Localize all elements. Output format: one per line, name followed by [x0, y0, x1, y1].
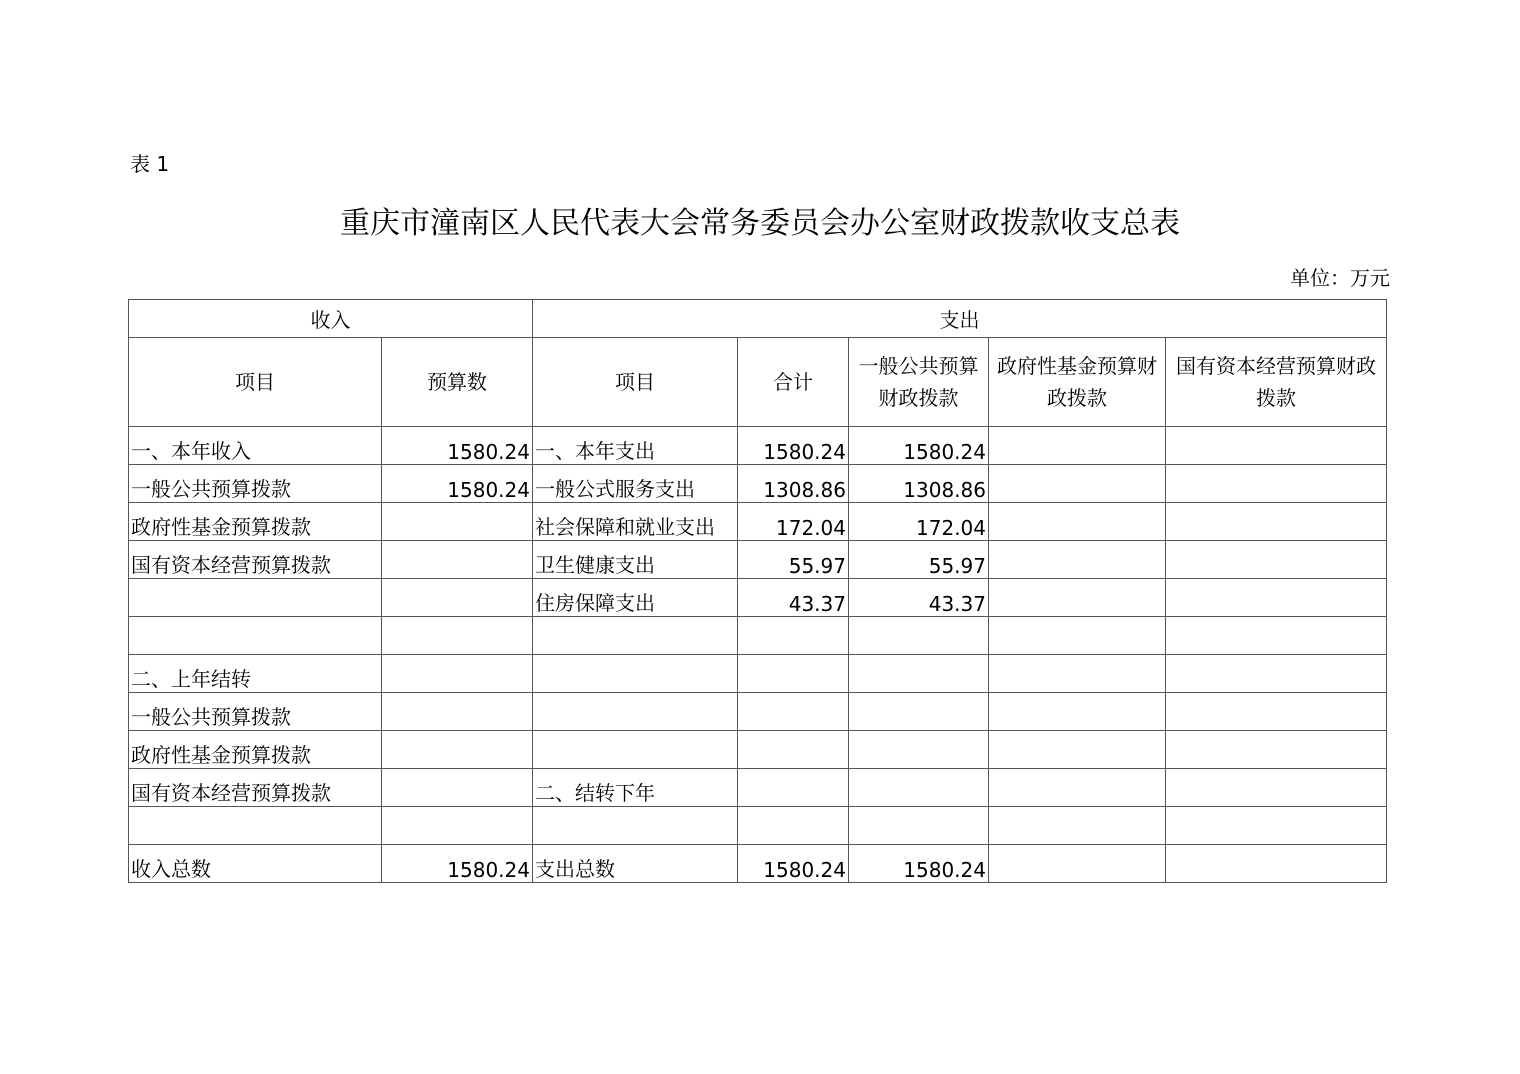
income-item-cell	[129, 579, 382, 617]
expense-item-cell	[533, 731, 738, 769]
income-amount-cell	[382, 693, 533, 731]
gov-fund-cell	[989, 541, 1166, 579]
general-budget-cell: 1580.24	[849, 845, 989, 883]
column-header: 项目	[533, 338, 738, 427]
state-capital-cell	[1166, 541, 1387, 579]
table-row	[129, 465, 1387, 503]
state-capital-cell	[1166, 693, 1387, 731]
table-row	[129, 693, 1387, 731]
state-capital-cell	[1166, 845, 1387, 883]
document-title: 重庆市潼南区人民代表大会常务委员会办公室财政拨款收支总表	[340, 206, 1180, 241]
gov-fund-cell	[989, 617, 1166, 655]
income-item-cell: 政府性基金预算拨款	[129, 503, 382, 541]
expense-total-cell: 43.37	[738, 579, 849, 617]
group-header-row	[129, 300, 1387, 338]
table-row	[129, 845, 1387, 883]
column-header: 一般公共预算财政拨款	[849, 338, 989, 427]
expense-total-cell	[738, 693, 849, 731]
column-header: 合计	[738, 338, 849, 427]
income-amount-cell	[382, 807, 533, 845]
income-amount-cell	[382, 655, 533, 693]
gov-fund-cell	[989, 769, 1166, 807]
expense-item-cell: 二、结转下年	[533, 769, 738, 807]
income-amount-cell: 1580.24	[382, 427, 533, 465]
state-capital-cell	[1166, 465, 1387, 503]
expense-total-cell	[738, 617, 849, 655]
expense-group-header: 支出	[533, 300, 1387, 338]
income-amount-cell	[382, 731, 533, 769]
expense-item-cell: 一、本年支出	[533, 427, 738, 465]
expense-item-cell: 支出总数	[533, 845, 738, 883]
general-budget-cell	[849, 731, 989, 769]
expense-total-cell	[738, 769, 849, 807]
state-capital-cell	[1166, 427, 1387, 465]
gov-fund-cell	[989, 845, 1166, 883]
table-row	[129, 769, 1387, 807]
income-item-cell: 收入总数	[129, 845, 382, 883]
state-capital-cell	[1166, 579, 1387, 617]
income-item-cell	[129, 807, 382, 845]
general-budget-cell: 1308.86	[849, 465, 989, 503]
income-amount-cell: 1580.24	[382, 465, 533, 503]
general-budget-cell	[849, 769, 989, 807]
table-row	[129, 617, 1387, 655]
income-item-cell: 一般公共预算拨款	[129, 693, 382, 731]
unit-label: 单位：万元	[1290, 266, 1390, 290]
expense-item-cell	[533, 617, 738, 655]
income-amount-cell: 1580.24	[382, 845, 533, 883]
income-item-cell: 国有资本经营预算拨款	[129, 769, 382, 807]
column-header: 国有资本经营预算财政拨款	[1166, 338, 1387, 427]
income-amount-cell	[382, 579, 533, 617]
general-budget-cell: 55.97	[849, 541, 989, 579]
income-group-header: 收入	[129, 300, 533, 338]
table-row	[129, 807, 1387, 845]
state-capital-cell	[1166, 617, 1387, 655]
column-header-row	[129, 338, 1387, 427]
income-amount-cell	[382, 617, 533, 655]
table-row	[129, 503, 1387, 541]
expense-item-cell	[533, 693, 738, 731]
expense-item-cell: 社会保障和就业支出	[533, 503, 738, 541]
table-row	[129, 655, 1387, 693]
expense-item-cell: 卫生健康支出	[533, 541, 738, 579]
state-capital-cell	[1166, 503, 1387, 541]
income-item-cell: 一、本年收入	[129, 427, 382, 465]
table-row	[129, 427, 1387, 465]
expense-total-cell	[738, 731, 849, 769]
general-budget-cell: 172.04	[849, 503, 989, 541]
expense-total-cell	[738, 807, 849, 845]
expense-total-cell: 1580.24	[738, 845, 849, 883]
income-item-cell: 国有资本经营预算拨款	[129, 541, 382, 579]
expense-total-cell	[738, 655, 849, 693]
general-budget-cell	[849, 617, 989, 655]
state-capital-cell	[1166, 731, 1387, 769]
budget-summary-table	[128, 299, 1387, 883]
income-amount-cell	[382, 503, 533, 541]
state-capital-cell	[1166, 769, 1387, 807]
general-budget-cell: 43.37	[849, 579, 989, 617]
general-budget-cell	[849, 693, 989, 731]
table-row	[129, 579, 1387, 617]
expense-total-cell: 1580.24	[738, 427, 849, 465]
income-item-cell	[129, 617, 382, 655]
expense-item-cell: 一般公式服务支出	[533, 465, 738, 503]
column-header: 预算数	[382, 338, 533, 427]
expense-item-cell: 住房保障支出	[533, 579, 738, 617]
general-budget-cell: 1580.24	[849, 427, 989, 465]
table-row	[129, 541, 1387, 579]
gov-fund-cell	[989, 693, 1166, 731]
gov-fund-cell	[989, 807, 1166, 845]
column-header: 政府性基金预算财政拨款	[989, 338, 1166, 427]
income-amount-cell	[382, 769, 533, 807]
gov-fund-cell	[989, 579, 1166, 617]
state-capital-cell	[1166, 655, 1387, 693]
column-header: 项目	[129, 338, 382, 427]
table-row	[129, 731, 1387, 769]
general-budget-cell	[849, 655, 989, 693]
table-label: 表 1	[130, 152, 170, 176]
general-budget-cell	[849, 807, 989, 845]
expense-item-cell	[533, 807, 738, 845]
income-item-cell: 一般公共预算拨款	[129, 465, 382, 503]
expense-total-cell: 55.97	[738, 541, 849, 579]
expense-total-cell: 1308.86	[738, 465, 849, 503]
expense-item-cell	[533, 655, 738, 693]
gov-fund-cell	[989, 427, 1166, 465]
gov-fund-cell	[989, 731, 1166, 769]
state-capital-cell	[1166, 807, 1387, 845]
gov-fund-cell	[989, 655, 1166, 693]
income-item-cell: 二、上年结转	[129, 655, 382, 693]
income-amount-cell	[382, 541, 533, 579]
gov-fund-cell	[989, 503, 1166, 541]
expense-total-cell: 172.04	[738, 503, 849, 541]
gov-fund-cell	[989, 465, 1166, 503]
income-item-cell: 政府性基金预算拨款	[129, 731, 382, 769]
